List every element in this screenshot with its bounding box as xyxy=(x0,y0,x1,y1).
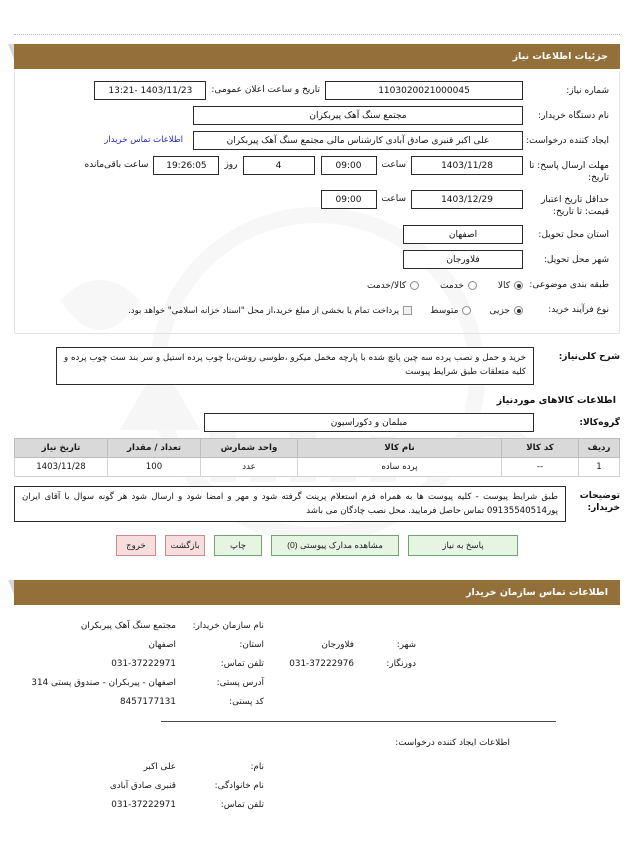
buyer-description-label: توضیحات خریدار: xyxy=(579,490,620,513)
cell-need-date: 1403/11/28 xyxy=(15,457,108,476)
back-button[interactable]: بازگشت xyxy=(165,535,205,556)
section-gap xyxy=(14,560,620,580)
cell-item-code: -- xyxy=(502,457,579,476)
buyer-description-field[interactable]: طبق شرایط پیوست - کلیه پیوست ها به همراه فرم استعلام پرینت گرفته شود و مهر و امضا شود و ارسال شود هر گونه سوال با آقای ایران پور09135540514 تماس حاصل فرمایید. محل نصب چادگان می باشد xyxy=(14,486,566,522)
row-requester-last-name xyxy=(26,781,608,791)
requester-label: ایجاد کننده درخواست: xyxy=(526,136,609,146)
contact-fax-value: 031-37222976 xyxy=(289,658,354,669)
requester-phone-value: 031-37222971 xyxy=(111,799,176,810)
days-unit-label: روز xyxy=(224,160,238,170)
row-requester-first-name xyxy=(26,762,608,772)
col-need-date: تاریخ نیاز xyxy=(15,438,108,457)
cell-row-no: 1 xyxy=(579,457,620,476)
cell-item-name: پرده ساده xyxy=(298,457,502,476)
deadline-time-label: ساعت xyxy=(381,160,406,170)
price-validity-time-label: ساعت xyxy=(381,194,406,205)
province-label: استان محل تحویل: xyxy=(538,229,609,240)
buyer-org-label: نام دستگاه خریدار: xyxy=(538,111,609,121)
row-province xyxy=(25,225,609,244)
row-need-summary xyxy=(14,347,620,385)
contact-address-label: آدرس پستی: xyxy=(216,677,264,688)
category-label: طبقه بندی موضوعی: xyxy=(529,279,609,290)
radio-minor-icon[interactable] xyxy=(514,306,523,315)
category-option-goods-service[interactable] xyxy=(367,278,419,294)
row-requester-phone xyxy=(26,800,608,810)
process-option-medium[interactable] xyxy=(430,303,471,319)
requester-info-title: اطلاعات ایجاد کننده درخواست: xyxy=(395,737,510,748)
purchase-process-label: نوع فرآیند خرید: xyxy=(548,304,609,315)
city-label: شهر محل تحویل: xyxy=(543,254,609,265)
col-unit: واحد شمارش xyxy=(201,438,298,457)
row-contact-org xyxy=(26,621,608,631)
goods-group-field[interactable]: مبلمان و دکوراسیون xyxy=(204,413,534,432)
price-validity-time-field[interactable]: 09:00 xyxy=(321,190,377,209)
row-goods-group xyxy=(14,413,620,432)
need-number-field[interactable]: 1103020021000045 xyxy=(325,81,523,100)
process-option-medium-label: متوسط xyxy=(430,305,459,316)
treasury-note-label: پرداخت تمام یا بخشی از مبلغ خرید،از محل "اسناد خزانه اسلامی" خواهد بود. xyxy=(128,305,400,316)
requester-first-name-value: علی اکبر xyxy=(143,761,176,772)
row-buyer-org xyxy=(25,106,609,125)
cell-unit: عدد xyxy=(201,457,298,476)
buyer-org-field[interactable]: مجتمع سنگ آهک پیربکران xyxy=(193,106,523,125)
category-option-service-label: خدمت xyxy=(440,280,464,291)
top-spacer xyxy=(14,0,620,34)
row-buyer-description xyxy=(14,486,620,522)
buyer-contact-panel xyxy=(14,607,620,823)
requester-first-name-label: نام: xyxy=(250,761,264,772)
deadline-date-field[interactable]: 1403/11/28 xyxy=(411,156,523,175)
radio-goods-service-icon[interactable] xyxy=(410,281,419,290)
price-validity-label: حداقل تاریخ اعتبار قیمت: تا تاریخ: xyxy=(541,195,609,218)
row-requester xyxy=(25,131,609,150)
contact-province-value: اصفهان xyxy=(148,639,176,650)
requester-last-name-value: قنبری صادق آبادی xyxy=(109,780,176,791)
action-button-row xyxy=(14,535,620,556)
announce-datetime-label: تاریخ و ساعت اعلان عمومی: xyxy=(211,85,320,95)
goods-info-title: اطلاعات کالاهای موردنیاز xyxy=(496,394,616,406)
category-option-goods-service-label: کالا/خدمت xyxy=(366,280,407,291)
remaining-hours-label: ساعت باقی‌مانده xyxy=(84,160,149,170)
view-attachments-button[interactable]: مشاهده مدارک پیوستی (0) xyxy=(271,535,399,556)
col-item-code: کد کالا xyxy=(502,438,579,457)
need-summary-label: شرح کلی‌نیاز: xyxy=(558,351,620,362)
deadline-label: مهلت ارسال پاسخ: تا تاریخ: xyxy=(529,161,609,184)
city-field[interactable]: فلاورجان xyxy=(403,250,523,269)
price-validity-date-field[interactable]: 1403/12/29 xyxy=(411,190,523,209)
goods-group-label: گروه‌کالا: xyxy=(579,417,620,428)
province-field[interactable]: اصفهان xyxy=(403,225,523,244)
category-option-goods[interactable] xyxy=(498,278,523,294)
respond-to-need-button[interactable]: پاسخ به نیاز xyxy=(408,535,518,556)
contact-phone-value: 031-37222971 xyxy=(111,658,176,669)
contact-postal-value: 8457177131 xyxy=(120,696,176,707)
col-item-name: نام کالا xyxy=(298,438,502,457)
top-divider xyxy=(14,34,620,35)
contact-postal-label: کد پستی: xyxy=(229,696,264,707)
row-contact-postal xyxy=(26,697,608,707)
row-contact-address xyxy=(26,678,608,688)
announce-datetime-field[interactable]: 1403/11/23 -13:21 xyxy=(94,81,206,100)
print-button[interactable]: چاپ xyxy=(214,535,262,556)
exit-button[interactable]: خروج xyxy=(116,535,156,556)
contact-city-value: فلاورجان xyxy=(321,639,354,650)
requester-last-name-label: نام خانوادگی: xyxy=(214,780,264,791)
remaining-days-field[interactable]: 4 xyxy=(243,156,315,175)
contact-fax-label: دورنگار: xyxy=(386,658,416,669)
buyer-contact-link[interactable]: اطلاعات تماس خریدار xyxy=(104,135,183,145)
process-option-minor-label: جزیی xyxy=(489,305,510,316)
need-summary-field[interactable]: خرید و حمل و نصب پرده سه چین پانچ شده با پارچه مخمل میکرو ،طوسی روشن،با چوب پرده استیل و سر بند ست چوب پرده و کلیه متعلقات طبق شرایط پیوست xyxy=(56,347,534,385)
row-deadline xyxy=(25,156,609,184)
treasury-note-option[interactable] xyxy=(128,303,412,319)
requester-field[interactable]: علی اکبر قنبری صادق آبادی کارشناس مالی مجتمع سنگ آهک پیربکران xyxy=(193,131,523,150)
need-number-label: شماره نیاز: xyxy=(566,86,609,96)
col-row-no: ردیف xyxy=(579,438,620,457)
row-contact-phone xyxy=(26,659,608,669)
contact-address-value: اصفهان - پیربکران - صندوق پستی 314 xyxy=(31,677,176,688)
row-purchase-process xyxy=(25,300,609,319)
contact-city-label: شهر: xyxy=(396,639,416,650)
radio-goods-icon[interactable] xyxy=(514,281,523,290)
category-option-service[interactable] xyxy=(440,278,477,294)
deadline-time-field[interactable]: 09:00 xyxy=(321,156,377,175)
contact-org-value: مجتمع سنگ آهک پیربکران xyxy=(80,620,176,631)
contact-divider xyxy=(161,721,556,722)
contact-province-label: استان: xyxy=(239,639,264,650)
goods-table-header-row xyxy=(15,438,620,457)
need-details-panel xyxy=(14,71,620,334)
cell-quantity: 100 xyxy=(108,457,201,476)
contact-phone-label: تلفن تماس: xyxy=(220,658,264,669)
goods-table xyxy=(14,438,620,477)
row-need-number xyxy=(25,81,609,100)
row-city xyxy=(25,250,609,269)
process-option-minor[interactable] xyxy=(489,303,523,319)
col-quantity: تعداد / مقدار xyxy=(108,438,201,457)
row-contact-location xyxy=(26,640,608,650)
category-option-goods-label: کالا xyxy=(497,280,510,291)
row-price-validity xyxy=(25,190,609,218)
need-details-title: جزئیات اطلاعات نیاز xyxy=(14,44,620,69)
table-row[interactable] xyxy=(15,457,620,476)
radio-service-icon[interactable] xyxy=(468,281,477,290)
buyer-contact-header xyxy=(14,580,620,605)
need-details-header xyxy=(14,44,620,69)
row-category xyxy=(25,275,609,294)
checkbox-treasury-icon[interactable] xyxy=(403,306,412,315)
buyer-contact-title: اطلاعات تماس سازمان خریدار xyxy=(14,580,620,605)
remaining-clock-field: 19:26:05 xyxy=(153,156,219,175)
requester-phone-label: تلفن تماس: xyxy=(220,799,264,810)
contact-org-label: نام سازمان خریدار: xyxy=(192,620,264,631)
radio-medium-icon[interactable] xyxy=(462,306,471,315)
